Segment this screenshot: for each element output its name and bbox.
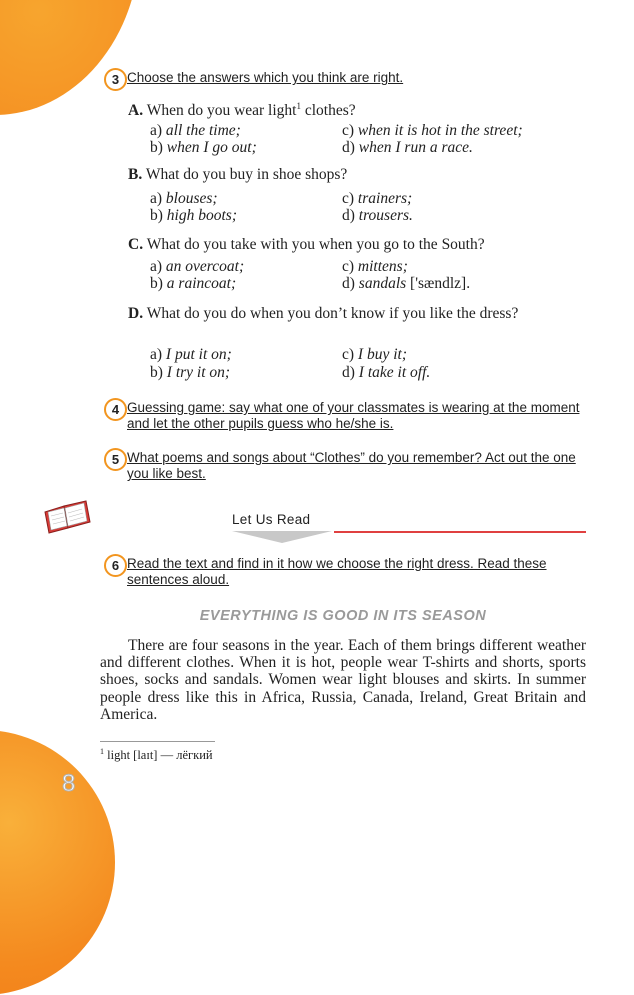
option-d: d) sandals ['sændlz]. bbox=[342, 275, 471, 292]
option-a: a) an overcoat; bbox=[150, 258, 245, 275]
footnote-ref: 1 bbox=[296, 101, 301, 111]
question-letter: A. bbox=[128, 102, 144, 120]
task-5 bbox=[104, 448, 584, 482]
question-d bbox=[128, 305, 588, 322]
option-b: b) when I go out; bbox=[150, 139, 257, 156]
reading-paragraph: There are four seasons in the year. Each of them brings different weather and different clothes. When it is hot, people wear T-shirts and shorts, sports shoes, socks and sandals. Women wear light blouses and skirts. In summer people dress like this in Africa, Russia, Canada, Ireland, Great Britain and America. bbox=[100, 637, 586, 723]
text-title: EVERYTHING IS GOOD IN ITS SEASON bbox=[199, 608, 487, 624]
footnote: $^1$ light [laɪt] — лёгкий bbox=[100, 747, 213, 763]
option-b: b) I try it on; bbox=[150, 364, 231, 381]
task-number-badge: 5 bbox=[104, 448, 127, 471]
page-number: 8 bbox=[62, 770, 76, 797]
task-4 bbox=[104, 398, 584, 432]
task-number-badge: 3 bbox=[104, 68, 127, 91]
question-text-end: clothes? bbox=[300, 102, 356, 120]
orange-corner-decoration-top bbox=[0, 0, 140, 115]
task-number-badge: 4 bbox=[104, 398, 127, 421]
option-b: b) high boots; bbox=[150, 207, 237, 224]
task-6 bbox=[104, 554, 584, 588]
question-letter: D. bbox=[128, 305, 144, 322]
option-b: b) a raincoat; bbox=[150, 275, 237, 292]
question-letter: C. bbox=[128, 236, 144, 253]
option-d: d) when I run a race. bbox=[342, 139, 473, 156]
option-d: d) I take it off. bbox=[342, 364, 431, 381]
task-instruction: Choose the answers which you think are right. bbox=[127, 70, 404, 85]
option-d: d) trousers. bbox=[342, 207, 413, 224]
orange-corner-decoration-bottom bbox=[0, 730, 115, 995]
question-text: What do you do when you don’t know if you like the dress? bbox=[146, 305, 519, 322]
question-c bbox=[128, 236, 588, 253]
task-instruction: What poems and songs about “Clothes” do you remember? Act out the one you like best. bbox=[127, 450, 576, 481]
question-text: What do you buy in shoe shops? bbox=[145, 166, 348, 183]
option-c: c) mittens; bbox=[342, 258, 408, 275]
option-a: a) I put it on; bbox=[150, 346, 232, 363]
option-a: a) blouses; bbox=[150, 190, 218, 207]
question-b bbox=[128, 166, 588, 183]
option-c: c) trainers; bbox=[342, 190, 413, 207]
task-instruction: Read the text and find in it how we choose the right dress. Read these sentences aloud. bbox=[127, 556, 547, 587]
question-a bbox=[128, 98, 588, 119]
heading-arrow-icon bbox=[232, 530, 332, 544]
option-a: a) all the time; bbox=[150, 122, 241, 139]
option-c: c) I buy it; bbox=[342, 346, 407, 363]
task-instruction: Guessing game: say what one of your classmates is wearing at the moment and let the other pupils guess who he/she is. bbox=[127, 400, 580, 431]
question-letter: B. bbox=[128, 166, 143, 183]
footnote-rule bbox=[100, 741, 215, 742]
question-text: When do you wear light bbox=[146, 102, 297, 120]
section-heading: Let Us Read bbox=[232, 512, 311, 527]
option-c: c) when it is hot in the street; bbox=[342, 122, 523, 139]
section-rule bbox=[334, 531, 586, 533]
question-text: What do you take with you when you go to the South? bbox=[146, 236, 485, 253]
task-number-badge: 6 bbox=[104, 554, 127, 577]
task-3 bbox=[104, 68, 584, 86]
open-book-icon bbox=[42, 498, 92, 534]
